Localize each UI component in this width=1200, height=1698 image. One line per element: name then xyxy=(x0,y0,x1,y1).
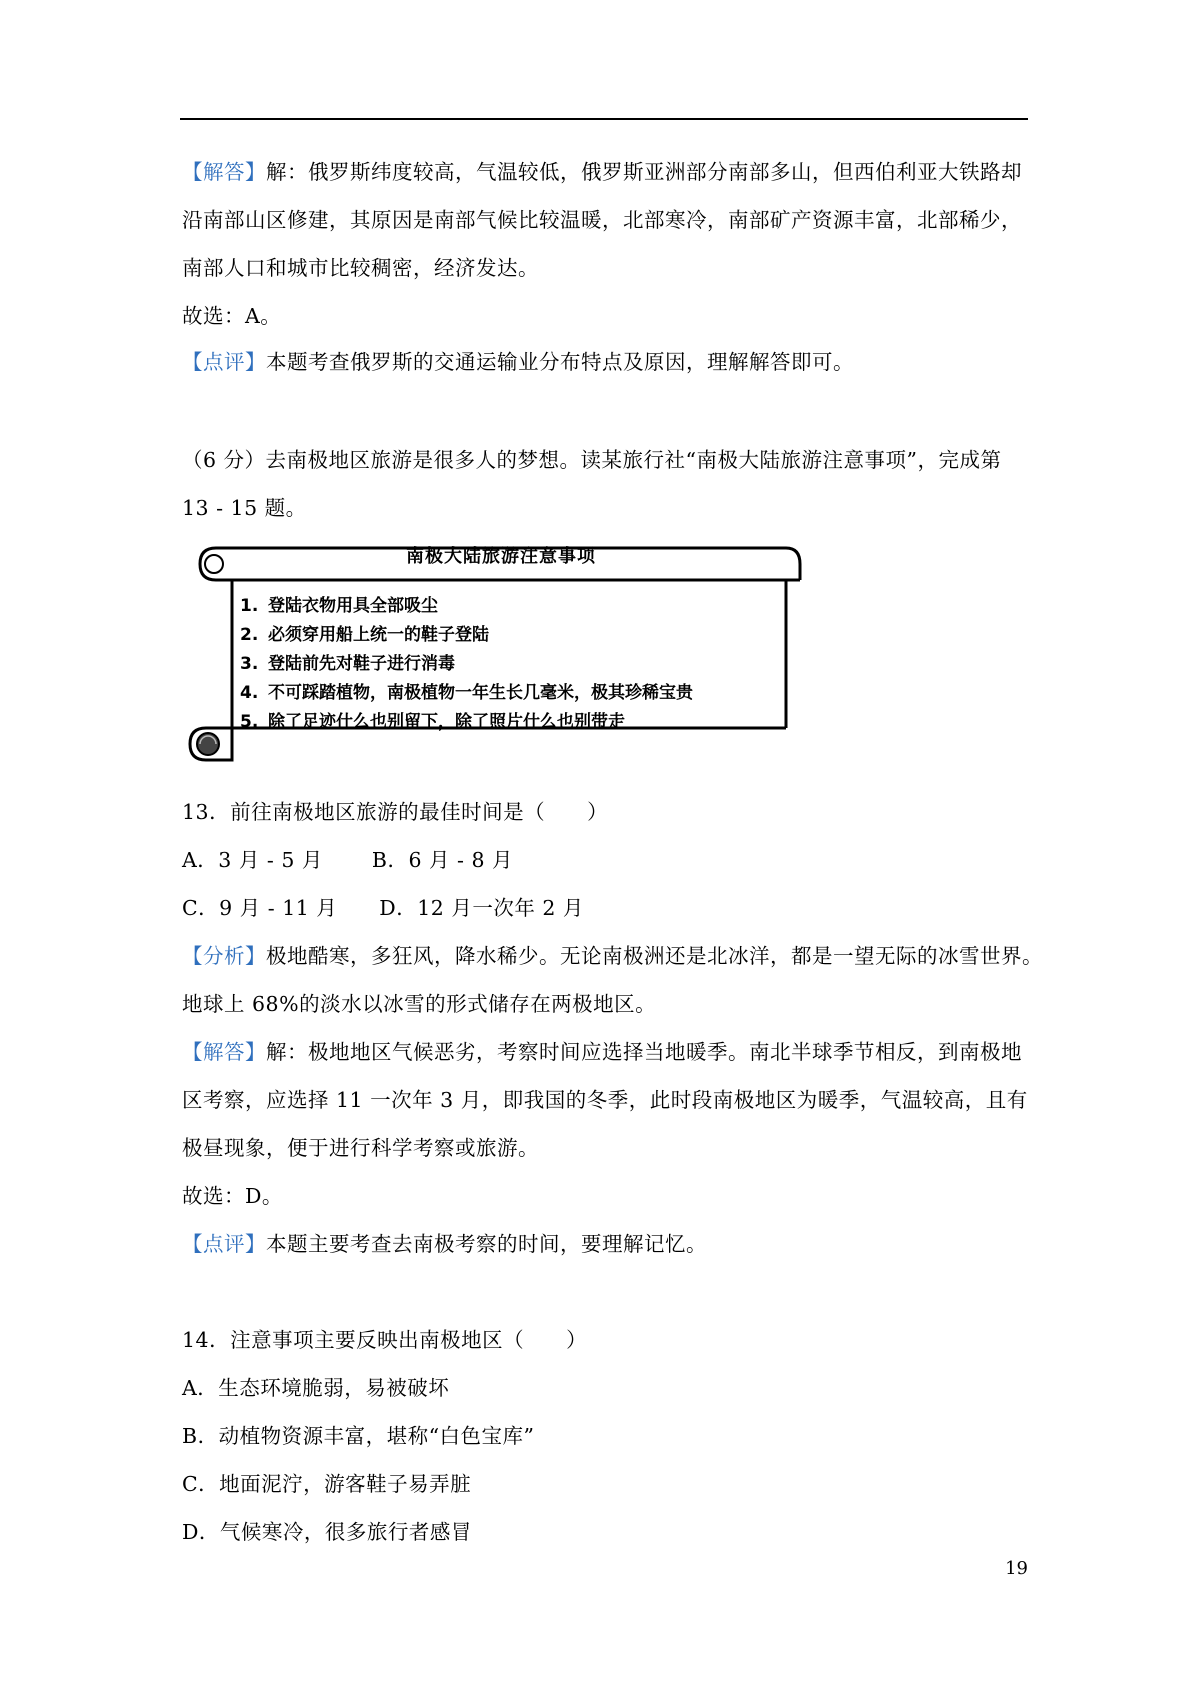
q13-review: 【点评】本题主要考查去南极考察的时间，要理解记忆。 xyxy=(182,1232,707,1256)
review-tag: 【点评】 xyxy=(182,1232,266,1256)
q14-stem: 14．注意事项主要反映出南极地区（ ） xyxy=(182,1328,588,1352)
answer-tag: 【解答】 xyxy=(182,1040,266,1064)
review-line: 【点评】本题考查俄罗斯的交通运输业分布特点及原因，理解解答即可。 xyxy=(182,350,854,374)
answer-tag: 【解答】 xyxy=(182,160,266,184)
page-number: 19 xyxy=(1005,1558,1028,1579)
q13-answer-line-3: 极昼现象，便于进行科学考察或旅游。 xyxy=(182,1136,539,1160)
notice-item: 2. 必须穿用船上统一的鞋子登陆 xyxy=(240,625,489,645)
scroll-title: 南极大陆旅游注意事项 xyxy=(406,546,596,567)
q13-options-row2: C．9 月 - 11 月 D．12 月一次年 2 月 xyxy=(182,896,584,920)
q14-option-c: C．地面泥泞，游客鞋子易弄脏 xyxy=(182,1472,472,1496)
choice-line: 故选：A。 xyxy=(182,304,282,328)
q14-option-d: D．气候寒冷，很多旅行者感冒 xyxy=(182,1520,472,1544)
notice-scroll-figure xyxy=(186,528,816,768)
q13-stem: 13．前往南极地区旅游的最佳时间是（ ） xyxy=(182,800,609,824)
q14-option-b: B．动植物资源丰富，堪称“白色宝库” xyxy=(182,1424,535,1448)
notice-item: 4. 不可踩踏植物，南极植物一年生长几毫米，极其珍稀宝贵 xyxy=(240,683,693,703)
intro-line-2: 13 - 15 题。 xyxy=(182,496,307,520)
answer-line-3: 南部人口和城市比较稠密，经济发达。 xyxy=(182,256,539,280)
intro-line-1: （6 分）去南极地区旅游是很多人的梦想。读某旅行社“南极大陆旅游注意事项”，完成第 xyxy=(182,448,1002,472)
q13-options-row1: A．3 月 - 5 月 B．6 月 - 8 月 xyxy=(182,848,514,872)
notice-list xyxy=(240,592,693,737)
notice-item: 5. 除了足迹什么也别留下，除了照片什么也别带走 xyxy=(240,712,625,732)
answer-line-1: 【解答】解：俄罗斯纬度较高，气温较低，俄罗斯亚洲部分南部多山，但西伯利亚大铁路却 xyxy=(182,160,1022,184)
notice-item: 1. 登陆衣物用具全部吸尘 xyxy=(240,596,438,616)
q13-answer-line-2: 区考察，应选择 11 一次年 3 月，即我国的冬季，此时段南极地区为暖季，气温较高，且有 xyxy=(182,1088,1028,1112)
answer-line-2: 沿南部山区修建，其原因是南部气候比较温暖，北部寒冷，南部矿产资源丰富，北部稀少， xyxy=(182,208,1022,232)
q13-answer-line-1: 【解答】解：极地地区气候恶劣，考察时间应选择当地暖季。南北半球季节相反，到南极地 xyxy=(182,1040,1022,1064)
notice-item: 3. 登陆前先对鞋子进行消毒 xyxy=(240,654,455,674)
q13-analysis-line-1: 【分析】极地酷寒，多狂风，降水稀少。无论南极洲还是北冰洋，都是一望无际的冰雪世界。 xyxy=(182,944,1043,968)
review-tag: 【点评】 xyxy=(182,350,266,374)
analysis-tag: 【分析】 xyxy=(182,944,266,968)
q13-analysis-line-2: 地球上 68%的淡水以冰雪的形式储存在两极地区。 xyxy=(182,992,657,1016)
header-rule xyxy=(180,118,1028,120)
q14-option-a: A．生态环境脆弱，易被破坏 xyxy=(182,1376,450,1400)
q13-choice: 故选：D。 xyxy=(182,1184,283,1208)
